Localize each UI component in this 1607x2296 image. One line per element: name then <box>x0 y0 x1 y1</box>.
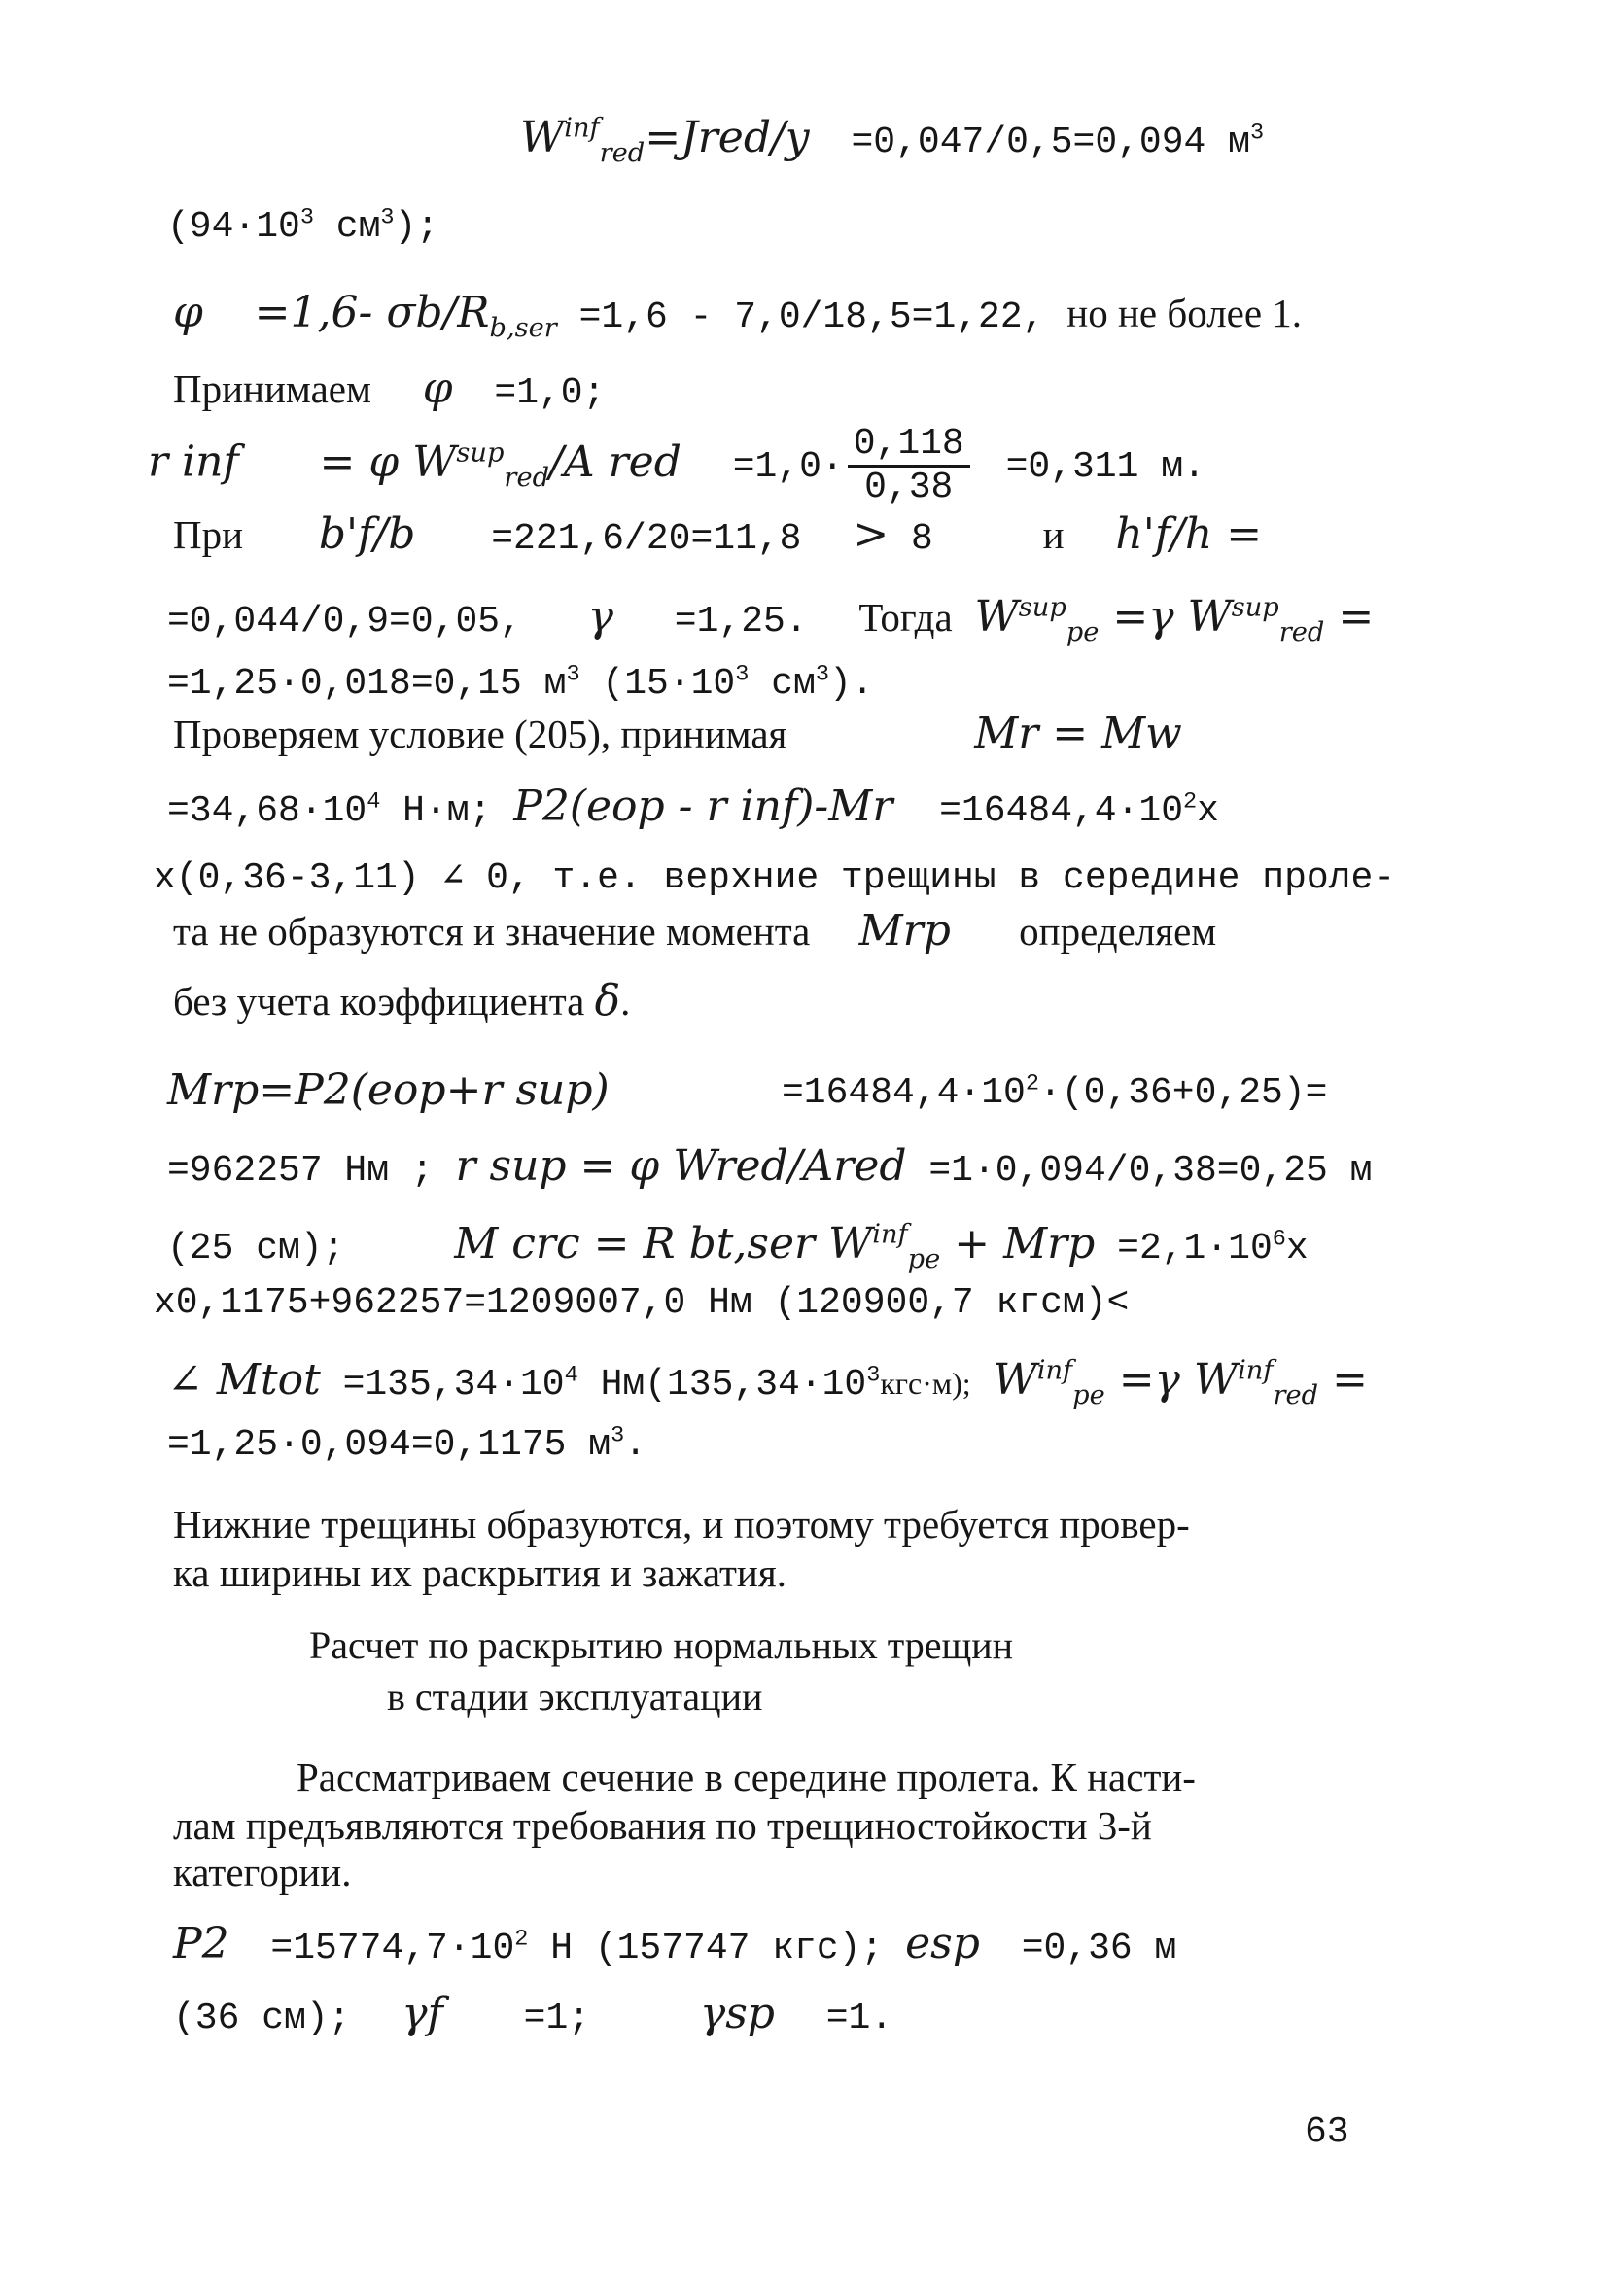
formula-r-inf: r inf = φ $W^{sup}_{red}/A$ red =1,0· $\frac{0,118}{0,38}$ =0,311 м. <box>148 423 1205 508</box>
formula-gamma-f: (36 см); γf =1; γsp =1. <box>173 1989 893 2039</box>
section-heading-line-1: Расчет по раскрытию нормальных трещин <box>309 1623 1014 1667</box>
paragraph-line-3: категории. <box>173 1850 352 1895</box>
formula-mrp: Mrp=P2(eop+r sup) $=16484,4\cdot 10^2\cdot(0,36+0,25)=$ <box>167 1065 1328 1115</box>
text-line-11: x(0,36-3,11) ∠ 0, т.е. верхние трещины в середине проле- <box>154 857 1396 899</box>
text-line-13: без учета коэффициента δ. <box>173 976 631 1026</box>
formula-gamma: =0,044/0,9=0,05, γ =1,25. Тогда $W^{sup}_{pe} =\gamma$ $W^{sup}_{red}$ = <box>167 592 1375 647</box>
handwritten-w-inf-red: $W^{inf}_{red}=Jred/y$ <box>520 113 810 168</box>
formula-line-2: ($94\cdot 10^3$ $см^3$); <box>167 204 439 248</box>
formula-p2: $P2 =15774,7\cdot 10^2$ Н (157747 кгс); esp =0,36 м <box>173 1919 1177 1969</box>
paragraph-line-2: лам предъявляются требования по трещиностойкости 3-й <box>173 1803 1152 1848</box>
check-condition: Проверяем условие (205), принимая Mr = Mw <box>173 709 1182 758</box>
formula-m-crc: (25 см); M crc = R bt,ser $W^{inf}_{pe}$ + Mrp $=2,1\cdot 10^6x$ <box>167 1219 1309 1274</box>
page-number: 63 <box>1305 2111 1349 2153</box>
value-text: =0,047/0,5=0,094 м <box>851 122 1250 163</box>
formula-r-sup: =962257 Нм ; r sup = φ Wred/Ared =1·0,094/0,38=0,25 м <box>167 1141 1373 1192</box>
text-line-20: Нижние трещины образуются, и поэтому требуется провер- <box>173 1502 1190 1547</box>
formula-bf-b: При b'f/b =221,6/20=11,8 > 8 и h'f/h = <box>173 509 1263 560</box>
formula-accept-phi: Принимаем φ =1,0; <box>173 364 606 414</box>
formula-w-inf-red: $W^{inf}_{red}=Jred/y =0,047/0,5=0,094$ $м^3$ <box>520 113 1265 168</box>
text-line-12: та не образуются и значение момента Mrp определяем <box>173 906 1217 956</box>
section-heading-line-2: в стадии эксплуатации <box>387 1675 763 1719</box>
formula-w-pe-value: =1,25·0,018=0,15 $м^3$ ($15\cdot 10^3$ $см^3$). <box>167 661 874 705</box>
text-line-17: x0,1175+962257=1209007,0 Нм (120900,7 кгсм)< <box>154 1282 1130 1324</box>
formula-phi: φ =1,6- $\sigma b/R_{b,ser} =1,6 - 7,0/18,5=1,22$, но не более 1. <box>173 288 1303 343</box>
text-line-21: ка ширины их раскрытия и зажатия. <box>173 1550 786 1595</box>
fraction: $\frac{0,118}{0,38}$ <box>848 426 970 506</box>
formula-w-pe-inf-value: =1,25·0,094=0,1175 $м^3$. <box>167 1422 647 1466</box>
formula-m-tot: ∠ Mtot $=135,34\cdot 10^4$ $Нм(135,34\cdot 10^3кгс\cdot м)$; $W^{inf}_{pe} =\gamma$ $W^{inf}_{red}$ = <box>167 1355 1368 1410</box>
formula-mr: $=34,68\cdot 10^4$ Н·м; P2(eop - r $inf)-Mr =16484,4\cdot 10^2x$ <box>167 782 1219 832</box>
paragraph-line-1: Рассматриваем сечение в середине пролета. К насти- <box>297 1755 1196 1799</box>
